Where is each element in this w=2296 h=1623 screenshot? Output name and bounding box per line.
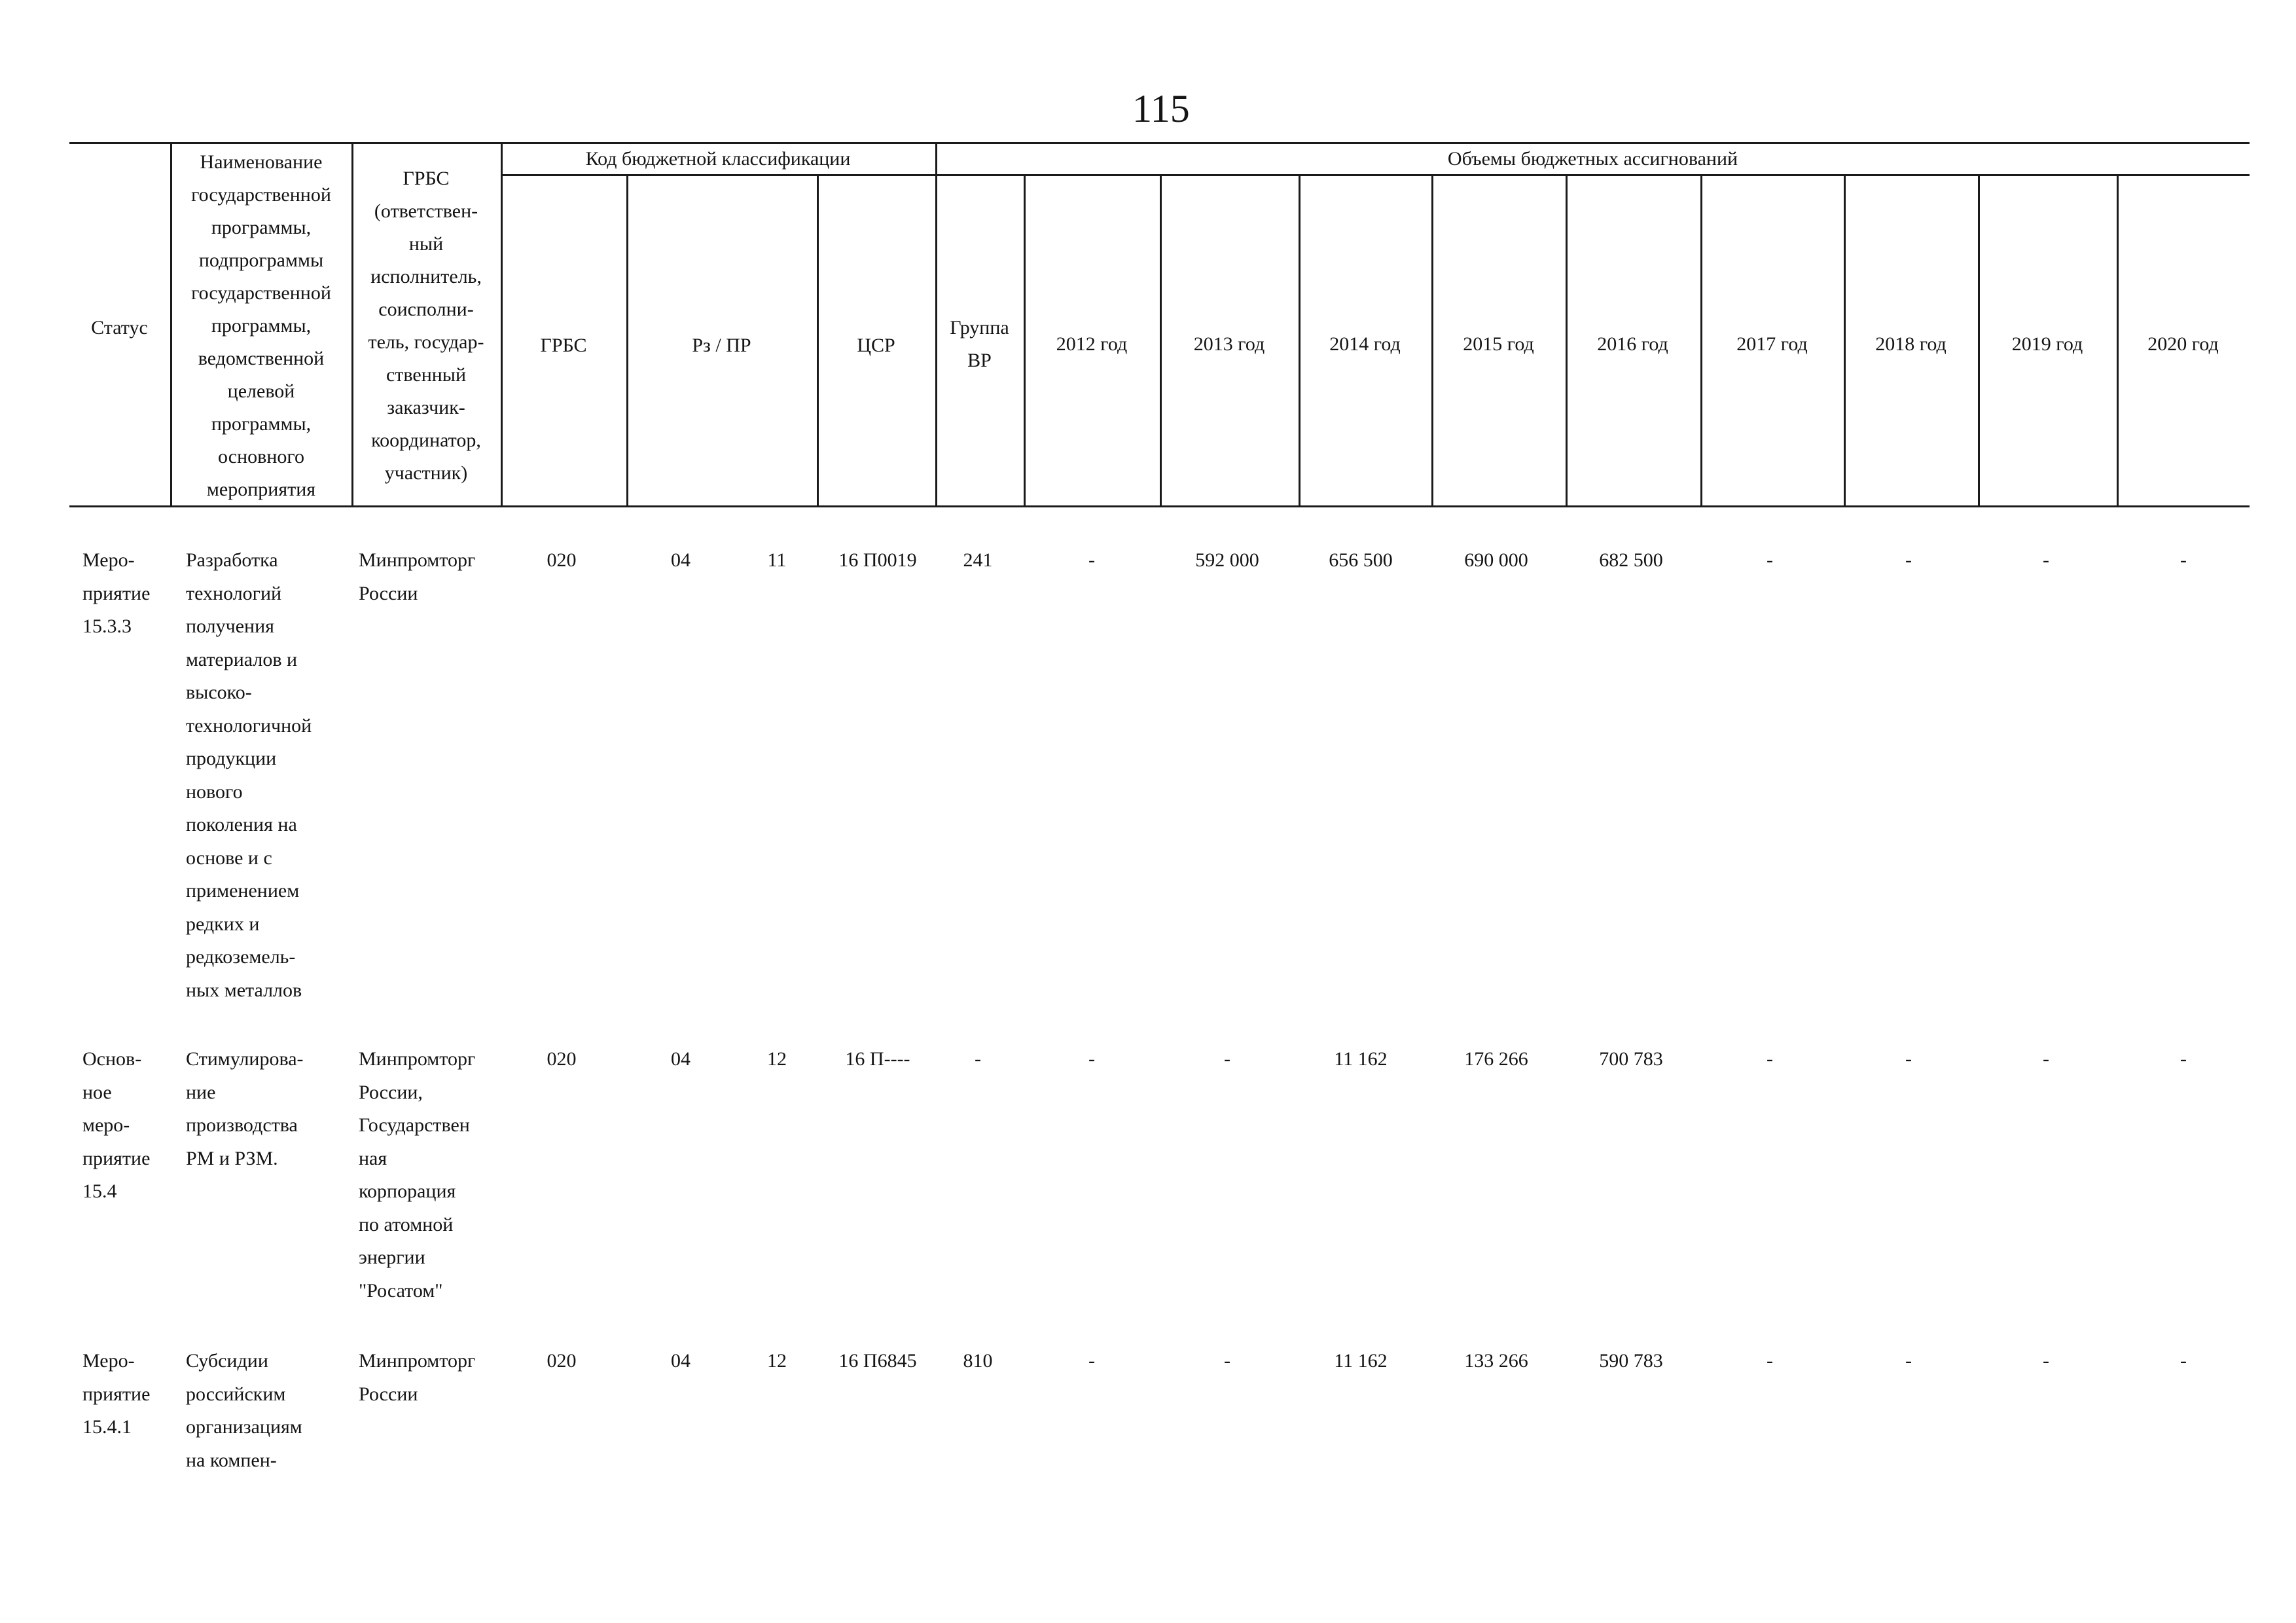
header-grbs-role-line: участник) <box>384 462 468 484</box>
row-program-name-line: организациям <box>186 1416 302 1438</box>
row-grbs-role-line: энергии <box>359 1247 425 1268</box>
header-grbs-role-line: координатор, <box>371 429 481 451</box>
header-bottom-rule <box>69 505 2250 507</box>
row-pr-code: 12 <box>767 1048 787 1070</box>
row-program-name-line: высоко- <box>186 682 252 703</box>
table-top-rule <box>69 142 2250 144</box>
row-vr-code: - <box>975 1048 981 1070</box>
header-budget-code-group: Код бюджетной классификации <box>585 148 851 170</box>
row-value-2019: - <box>2043 549 2049 571</box>
row-value-2020: - <box>2180 1350 2187 1372</box>
row-rz-code: 04 <box>671 1048 691 1070</box>
row-grbs-role <box>359 1043 475 1307</box>
row-value-2016: 682 500 <box>1599 549 1663 571</box>
row-value-2016: 590 783 <box>1599 1350 1663 1372</box>
header-program-name-line: Наименование <box>200 151 323 173</box>
row-csr-code: 16 П0019 <box>838 549 917 571</box>
row-grbs-code: 020 <box>547 1048 577 1070</box>
row-value-2019: - <box>2043 1048 2049 1070</box>
row-value-2013: 592 000 <box>1195 549 1259 571</box>
row-grbs-role-line: по атомной <box>359 1213 454 1235</box>
row-value-2012: - <box>1088 1350 1095 1372</box>
header-year-2016: 2016 год <box>1597 333 1668 355</box>
row-status-line: Меро- <box>82 549 135 571</box>
row-value-2015: 133 266 <box>1464 1350 1528 1372</box>
row-status-line: приятие <box>82 1147 151 1169</box>
row-pr-code: 12 <box>767 1350 787 1372</box>
row-grbs-role-line: корпорация <box>359 1180 456 1202</box>
row-value-2020: - <box>2180 1048 2187 1070</box>
header-grbs-role <box>351 162 501 490</box>
header-year-2019: 2019 год <box>2011 333 2083 355</box>
header-program-name-line: программы, <box>211 217 312 238</box>
row-value-2014: 11 162 <box>1334 1350 1388 1372</box>
header-year-2014: 2014 год <box>1329 333 1401 355</box>
row-program-name-line: Субсидии <box>186 1350 268 1372</box>
row-value-2012: - <box>1088 549 1095 571</box>
header-grbs-role-line: ственный <box>386 364 467 386</box>
header-code-vr-line: ВР <box>967 350 992 371</box>
header-code-grbs: ГРБС <box>540 335 587 356</box>
row-rz-code: 04 <box>671 1350 691 1372</box>
header-program-name-line: программы, <box>211 315 312 337</box>
row-rz-code: 04 <box>671 549 691 571</box>
header-program-name-line: мероприятия <box>206 479 316 500</box>
row-program-name-line: материалов и <box>186 648 298 670</box>
row-program-name-line: продукции <box>186 748 277 769</box>
row-program-name-line: получения <box>186 615 274 637</box>
header-program-name-line: целевой <box>227 380 295 402</box>
row-value-2014: 656 500 <box>1329 549 1393 571</box>
header-program-name-line: подпрограммы <box>198 249 324 271</box>
row-status-line: 15.4 <box>82 1180 117 1202</box>
row-value-2020: - <box>2180 549 2187 571</box>
row-grbs-role-line: Минпромторг <box>359 1350 476 1372</box>
row-program-name-line: РМ и РЗМ. <box>186 1147 278 1169</box>
row-program-name-line: производства <box>186 1114 298 1136</box>
header-program-name-line: государственной <box>191 282 331 304</box>
header-year-2015: 2015 год <box>1463 333 1534 355</box>
row-vr-code: 810 <box>963 1350 993 1372</box>
header-status: Статус <box>91 317 148 338</box>
row-status-line: 15.3.3 <box>82 615 132 637</box>
header-grbs-role-line: (ответствен- <box>374 200 478 222</box>
row-program-name-line: нового <box>186 780 243 803</box>
header-program-name-line: ведомственной <box>198 348 325 369</box>
row-grbs-role <box>359 1345 475 1411</box>
header-grbs-role-line: соисполни- <box>378 299 474 320</box>
row-grbs-role-line: Государствен <box>359 1114 470 1136</box>
row-pr-code: 11 <box>767 549 787 571</box>
row-value-2013: - <box>1224 1350 1230 1372</box>
row-program-name-line: редких и <box>186 913 260 935</box>
row-program-name-line: ние <box>186 1081 216 1103</box>
header-year-2012: 2012 год <box>1056 333 1128 355</box>
row-value-2013: - <box>1224 1048 1230 1070</box>
page-number: 115 <box>1132 87 1190 130</box>
header-program-name <box>170 146 352 506</box>
row-grbs-role-line: России <box>359 582 418 604</box>
header-code-vr <box>935 312 1024 377</box>
row-status-line: приятие <box>82 582 151 604</box>
row-program-name-line: редкоземель- <box>186 946 296 968</box>
row-status-line: ное <box>82 1081 112 1103</box>
row-value-2018: - <box>1905 1048 1912 1070</box>
row-grbs-code: 020 <box>547 1350 577 1372</box>
row-value-2017: - <box>1767 1350 1773 1372</box>
row-status <box>82 1345 150 1444</box>
header-grbs-role-line: заказчик- <box>387 397 465 418</box>
header-divider <box>501 142 503 505</box>
row-grbs-role-line: России, <box>359 1081 423 1103</box>
header-program-name-line: основного <box>218 446 304 467</box>
row-program-name <box>186 544 312 1007</box>
row-program-name-line: Разработка <box>186 549 278 571</box>
row-status-line: приятие <box>82 1383 151 1405</box>
row-csr-code: 16 П---- <box>845 1048 910 1070</box>
row-program-name-line: технологичной <box>186 714 312 737</box>
row-program-name-line: поколения на <box>186 814 297 835</box>
row-grbs-role-line: Минпромторг <box>359 549 476 571</box>
group-header-rule <box>501 174 2250 176</box>
row-value-2018: - <box>1905 549 1912 571</box>
row-grbs-role <box>359 544 475 610</box>
row-grbs-role-line: России <box>359 1383 418 1405</box>
row-program-name-line: российским <box>186 1383 286 1405</box>
header-year-2013: 2013 год <box>1193 333 1265 355</box>
row-csr-code: 16 П6845 <box>838 1350 917 1372</box>
header-grbs-role-line: тель, государ- <box>368 331 484 353</box>
row-status-line: 15.4.1 <box>82 1416 132 1438</box>
row-value-2016: 700 783 <box>1599 1048 1663 1070</box>
row-vr-code: 241 <box>963 549 993 571</box>
row-status-line: Меро- <box>82 1350 135 1372</box>
row-status-line: Основ- <box>82 1048 142 1070</box>
header-year-2018: 2018 год <box>1875 333 1946 355</box>
header-grbs-role-line: ГРБС <box>403 168 450 189</box>
header-program-name-line: государственной <box>191 184 331 206</box>
header-volumes-group: Объемы бюджетных ассигнований <box>1447 148 1738 170</box>
row-value-2012: - <box>1088 1048 1095 1070</box>
row-value-2018: - <box>1905 1350 1912 1372</box>
header-code-csr: ЦСР <box>857 335 895 356</box>
header-code-vr-line: Группа <box>950 317 1009 338</box>
row-value-2017: - <box>1767 549 1773 571</box>
row-grbs-role-line: "Росатом" <box>359 1279 443 1302</box>
row-value-2015: 690 000 <box>1464 549 1528 571</box>
header-grbs-role-line: исполнитель, <box>370 266 482 287</box>
header-year-2017: 2017 год <box>1736 333 1808 355</box>
row-program-name-line: применением <box>186 880 300 902</box>
row-program-name-line: на компен- <box>186 1449 277 1471</box>
header-grbs-role-line: ный <box>408 233 444 255</box>
header-code-rz-pr: Рз / ПР <box>692 335 751 356</box>
row-grbs-role-line: Минпромторг <box>359 1048 476 1070</box>
row-grbs-role-line: ная <box>359 1147 387 1169</box>
row-program-name-line: ных металлов <box>186 979 302 1001</box>
row-status-line: меро- <box>82 1114 130 1136</box>
row-program-name-line: основе и с <box>186 847 272 869</box>
row-value-2015: 176 266 <box>1464 1048 1528 1070</box>
row-value-2019: - <box>2043 1350 2049 1372</box>
row-value-2017: - <box>1767 1048 1773 1070</box>
row-program-name <box>186 1345 302 1477</box>
row-status <box>82 544 150 644</box>
header-program-name-line: программы, <box>211 413 312 435</box>
row-program-name-line: Стимулирова- <box>186 1048 304 1070</box>
header-year-2020: 2020 год <box>2147 333 2219 355</box>
row-program-name <box>186 1043 304 1175</box>
row-grbs-code: 020 <box>547 549 577 571</box>
row-status <box>82 1043 150 1209</box>
row-program-name-line: технологий <box>186 582 282 604</box>
row-value-2014: 11 162 <box>1334 1048 1388 1070</box>
